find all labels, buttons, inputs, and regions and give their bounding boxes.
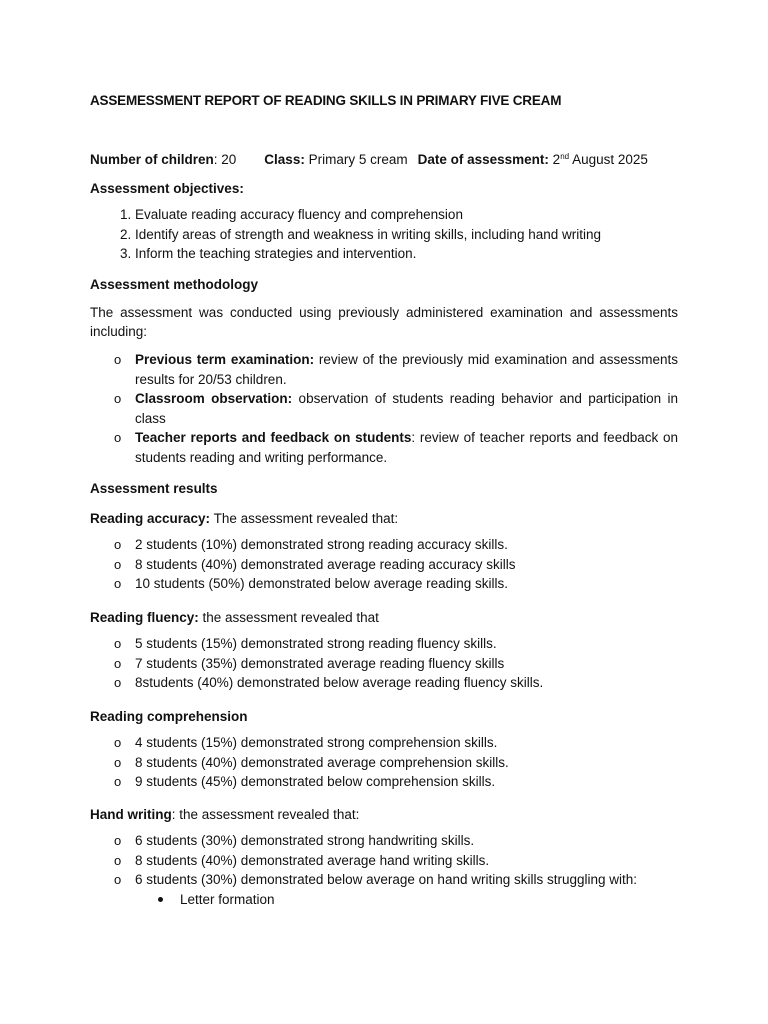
list-marker: o [114,352,122,367]
list-item [90,890,678,910]
list-item: 3. Inform the teaching strategies and intervention. [135,244,678,264]
date-suffix: nd [560,152,570,161]
bullet-icon [158,897,163,902]
fluency-line [90,610,678,625]
list-item [90,870,678,890]
list-item [90,428,678,467]
list-item-text: 4 students (15%) demonstrated strong comprehension skills. [135,735,498,750]
accuracy-line [90,511,678,526]
list-item [90,389,678,428]
report-title: ASSEMESSMENT REPORT OF READING SKILLS IN PRIMARY FIVE CREAM [90,93,562,108]
list-item-text: 2 students (10%) demonstrated strong reading accuracy skills. [135,537,508,552]
method-label: Classroom observation: [135,391,293,406]
list-marker: o [114,537,122,552]
list-item-text: 10 students (50%) demonstrated below average reading skills. [135,576,508,591]
methodology-section [90,277,678,467]
handwriting-section [90,807,678,909]
list-item [90,634,678,654]
list-item-text: 8students (40%) demonstrated below average reading fluency skills. [135,675,544,690]
comprehension-label: Reading comprehension [90,709,248,724]
method-text: review of the previously mid examination and assessments results for 20/53 children. [135,352,678,387]
list-item-text: 6 students (30%) demonstrated strong handwriting skills. [135,833,475,848]
accuracy-list [90,535,678,594]
comprehension-list [90,733,678,792]
method-text: observation of students reading behavior and participation in class [135,391,678,426]
fluency-section [90,610,678,693]
list-item [90,673,678,693]
list-marker: o [114,675,122,690]
fluency-intro: the assessment revealed that [198,610,379,625]
method-label: Previous term examination: [135,352,315,367]
handwriting-list [90,831,678,890]
list-marker: o [114,556,122,572]
method-label: Teacher reports and feedback on students [135,430,412,445]
date-label: Date of assessment: [417,152,549,167]
method-text: : review of teacher reports and feedback on students reading and writing performance. [135,430,678,465]
report-meta [90,152,648,167]
results-heading: Assessment results [90,481,218,496]
objectives-list [90,205,678,264]
children-label: Number of children [90,152,214,167]
list-item [90,350,678,389]
methodology-list [90,350,678,467]
list-marker: o [114,872,122,887]
list-item [90,555,678,575]
results-heading-block [90,481,678,496]
methodology-heading: Assessment methodology [90,277,259,292]
list-item-text: 9 students (45%) demonstrated below comprehension skills. [135,774,496,789]
list-marker: o [114,391,122,406]
comprehension-section [90,709,678,792]
list-item: 2. Identify areas of strength and weakness in writing skills, including hand writing [135,225,678,245]
objectives-heading: Assessment objectives: [90,181,244,196]
list-item [90,535,678,555]
accuracy-label: Reading accuracy: [90,511,211,526]
list-marker: o [114,430,122,445]
handwriting-sublist [90,890,678,910]
handwriting-label: Hand writing [90,807,172,822]
fluency-list [90,634,678,693]
list-item [90,733,678,753]
list-item [90,654,678,674]
list-item [90,574,678,594]
list-item-text: 7 students (35%) demonstrated average reading fluency skills [135,655,505,671]
list-item-text: 5 students (15%) demonstrated strong reading fluency skills. [135,636,497,651]
list-marker: o [114,655,122,671]
objectives-section [90,181,678,264]
methodology-intro: The assessment was conducted using previously administered examination and assessments including: [90,305,678,339]
class-value: Primary 5 cream [304,152,408,167]
list-item-text: 8 students (40%) demonstrated average comprehension skills. [135,754,509,770]
list-item-text: 6 students (30%) demonstrated below average on hand writing skills struggling with: [135,872,638,887]
list-marker: o [114,852,122,868]
handwriting-intro: : the assessment revealed that: [171,807,360,822]
list-item-text: 8 students (40%) demonstrated average hand writing skills. [135,852,490,868]
list-marker: o [114,576,122,591]
list-marker: o [114,754,122,770]
fluency-label: Reading fluency: [90,610,199,625]
list-item [90,851,678,871]
date-day: 2 [548,152,561,167]
date-rest: August 2025 [569,152,648,167]
accuracy-section [90,511,678,594]
list-marker: o [114,833,122,848]
handwriting-line [90,807,678,822]
accuracy-intro: The assessment revealed that: [210,511,399,526]
class-label: Class: [264,152,305,167]
list-item [90,831,678,851]
list-marker: o [114,636,122,651]
list-marker: o [114,735,122,750]
list-item-text: Letter formation [180,891,275,907]
list-item-text: 8 students (40%) demonstrated average reading accuracy skills [135,556,516,572]
children-value: : 20 [213,152,237,167]
list-item: 1. Evaluate reading accuracy fluency and comprehension [135,205,678,225]
list-item [90,753,678,773]
list-marker: o [114,774,122,789]
list-item [90,772,678,792]
